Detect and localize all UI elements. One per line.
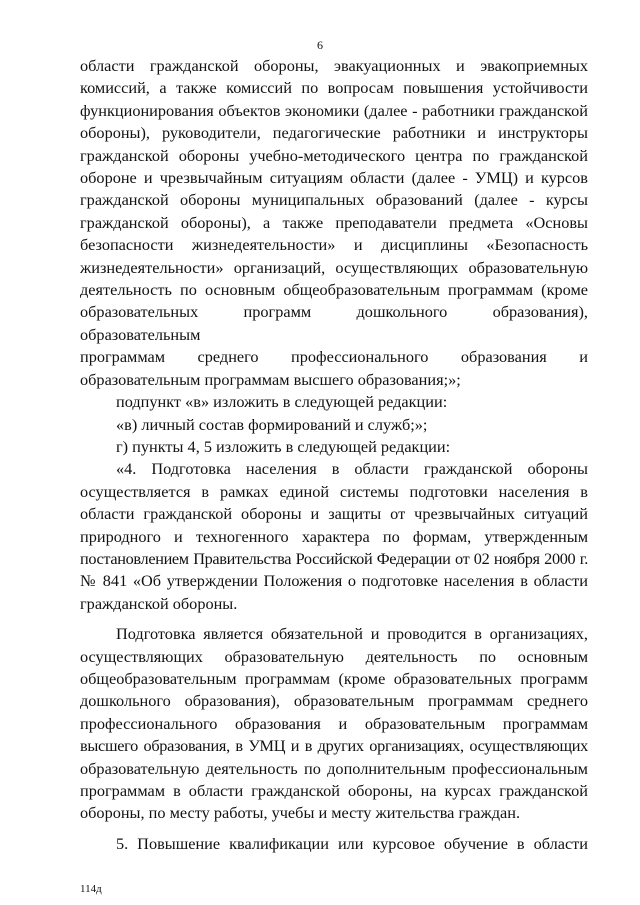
text-line: «в) личный состав формирований и служб;»; — [116, 414, 428, 434]
text-line: гражданской обороны. — [80, 593, 238, 613]
text-line: области гражданской обороны и защиты от чрезвычайных ситуаций — [80, 504, 588, 524]
text-line: высшего образования, в УМЦ и в других организациях, осуществляющих — [80, 736, 588, 756]
text-line: программам в области гражданской обороны, на курсах гражданской — [80, 781, 588, 800]
paragraph — [80, 458, 588, 615]
text-line: программам среднего профессионального образования и — [80, 347, 588, 367]
text-line: 5. Повышение квалификации или курсовое обучение в области — [116, 833, 588, 853]
text-line: обороны), руководители, педагогические работники и инструкторы — [80, 123, 588, 143]
paragraph — [80, 391, 588, 413]
text-line: природного и техногенного характера по формам, утвержденным — [80, 526, 588, 546]
text-line: осуществляющих образовательную деятельность по основным — [80, 646, 588, 666]
text-line: Подготовка является обязательной и проводится в организациях, — [116, 624, 588, 644]
text-line: деятельность по основным общеобразовательным программам (кроме — [80, 280, 588, 300]
text-line: подпункт «в» изложить в следующей редакции: — [116, 392, 448, 412]
text-line: образовательную деятельность по дополнительным профессиональным — [80, 758, 588, 778]
paragraph — [80, 436, 588, 458]
page-number: 6 — [317, 38, 323, 52]
paragraph — [80, 623, 588, 825]
footer-code: 114д — [80, 883, 102, 895]
text-line: функционирования объектов экономики (далее - работники гражданской — [80, 100, 588, 120]
text-line: г) пункты 4, 5 изложить в следующей редакции: — [116, 436, 451, 456]
text-line: осуществляется в рамках единой системы подготовки населения в — [80, 481, 588, 501]
paragraph — [80, 55, 588, 391]
text-line: образовательным программам высшего образования;»; — [80, 369, 461, 389]
text-line: «4. Подготовка населения в области гражданской обороны — [116, 459, 588, 479]
document-body — [80, 55, 588, 855]
text-line: постановлением Правительства Российской Федерации от 02 ноября 2000 г. — [80, 548, 588, 568]
text-line: безопасности жизнедеятельности» и дисциплины «Безопасность — [80, 235, 588, 255]
text-line: дошкольного образования), образовательным программам среднего — [80, 691, 588, 711]
text-line: № 841 «Об утверждении Положения о подготовке населения в области — [80, 571, 588, 591]
text-line: образовательных программ дошкольного образования), образовательным — [80, 302, 588, 344]
text-line: обороне и чрезвычайным ситуациям области (далее - УМЦ) и курсов — [80, 168, 588, 188]
text-line: гражданской обороны учебно-методического центра по гражданской — [80, 145, 588, 165]
text-line: гражданской обороны муниципальных образований (далее - курсы — [80, 190, 588, 210]
text-line: профессионального образования и образовательным программам — [80, 713, 588, 733]
text-line: области гражданской обороны, эвакуационных и эвакоприемных — [80, 56, 588, 75]
text-line: жизнедеятельности» организаций, осуществляющих образовательную — [80, 257, 588, 277]
paragraph-gap — [80, 615, 588, 623]
paragraph-gap — [80, 825, 588, 833]
paragraph — [80, 414, 588, 436]
paragraph — [80, 833, 588, 855]
text-line: гражданской обороны), а также преподаватели предмета «Основы — [80, 212, 588, 232]
text-line: общеобразовательным программам (кроме образовательных программ — [80, 668, 588, 688]
text-line: комиссий, а также комиссий по вопросам повышения устойчивости — [80, 78, 588, 98]
text-line: обороны, по месту работы, учебы и месту жительства граждан. — [80, 803, 521, 823]
